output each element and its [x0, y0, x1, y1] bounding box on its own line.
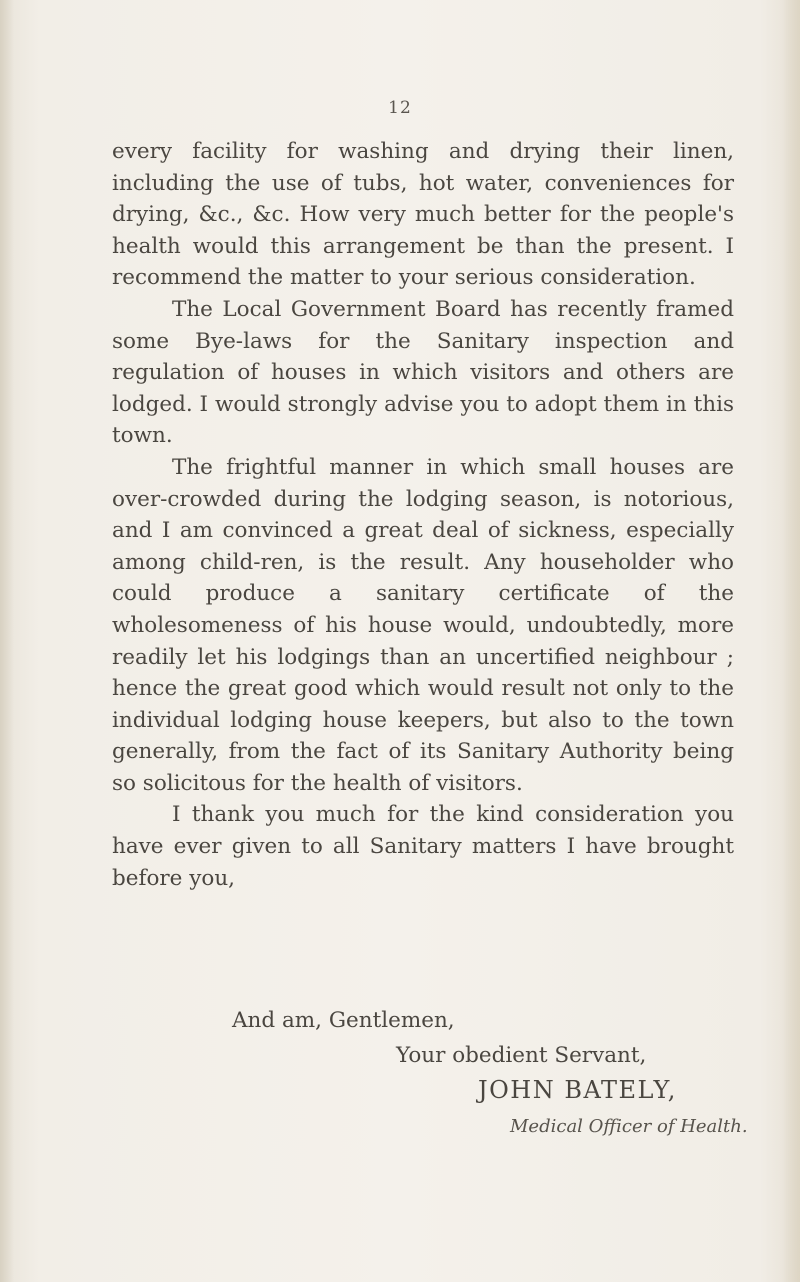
closing-salutation: And am, Gentlemen,: [232, 1008, 455, 1033]
paragraph-4: I thank you much for the kind consideration you have ever given to all Sanitary matters I have brought before you,: [112, 802, 734, 891]
signature-name: JOHN BATELY,: [478, 1076, 677, 1104]
page-right-edge: [782, 0, 800, 1282]
closing-servant: Your obedient Servant,: [396, 1043, 647, 1068]
page-number: 12: [388, 98, 412, 118]
letter-body: [112, 136, 734, 894]
page-left-edge: [0, 0, 14, 1282]
signature-title: Medical Officer of Health.: [510, 1116, 748, 1137]
paragraph-3: The frightful manner in which small houses are over-crowded during the lodging season, is notorious, and I am convinced a great deal of sickness, especially among child-ren, is the result. Any householder who could produce a sanitary certificate of the wholesomeness of his house would, undoubtedly, more readily let his lodgings than an uncertified neighbour ; hence the great good which would result not only to the individual lodging house keepers, but also to the town generally, from the fact of its Sanitary Authority being so solicitous for the health of visitors.: [112, 454, 734, 796]
paragraph-2: The Local Government Board has recently framed some Bye-laws for the Sanitary inspection and regulation of houses in which visitors and others are lodged. I would strongly advise you to adopt them in this town.: [112, 296, 734, 449]
paragraph-1: every facility for washing and drying their linen, including the use of tubs, hot water, conveniences for drying, &c., &c. How very much better for the people's health would this arrangement be than the present. I recommend the matter to your serious consideration.: [112, 139, 734, 291]
